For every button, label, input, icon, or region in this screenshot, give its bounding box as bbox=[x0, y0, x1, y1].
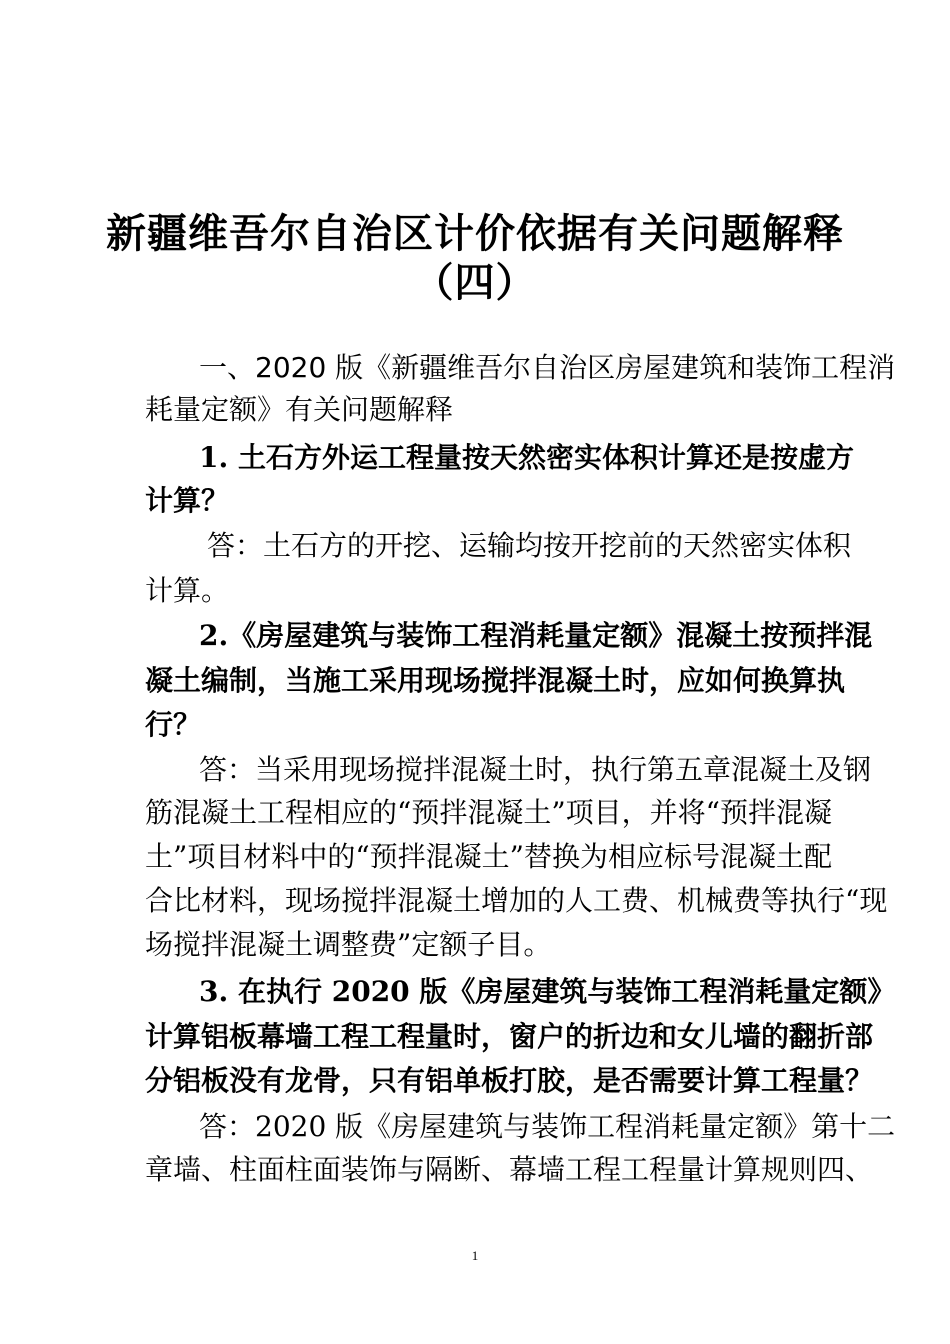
answer-2-line-5: 场搅拌混凝土调整费”定额子目。 bbox=[145, 928, 552, 961]
question-2-line-1: 2.《房屋建筑与装饰工程消耗量定额》混凝土按预拌混 bbox=[199, 619, 873, 652]
question-3-line-2: 计算铝板幕墙工程工程量时，窗户的折边和女儿墙的翻折部 bbox=[145, 1020, 874, 1053]
answer-3-line-1: 答：2020 版《房屋建筑与装饰工程消耗量定额》第十二 bbox=[199, 1110, 896, 1143]
answer-2-line-1: 答：当采用现场搅拌混凝土时，执行第五章混凝土及钢 bbox=[199, 753, 872, 786]
answer-1-line-2: 计算。 bbox=[145, 574, 230, 607]
section-heading-line-1: 一、2020 版《新疆维吾尔自治区房屋建筑和装饰工程消 bbox=[199, 351, 896, 384]
answer-2-line-3: 土”项目材料中的“预拌混凝土”替换为相应标号混凝土配 bbox=[145, 840, 832, 873]
document-title: 新疆维吾尔自治区计价依据有关问题解释 bbox=[106, 210, 844, 257]
section-heading-line-2: 耗量定额》有关问题解释 bbox=[145, 393, 454, 426]
question-2-line-2: 凝土编制，当施工采用现场搅拌混凝土时，应如何换算执 bbox=[145, 664, 846, 697]
page-number: 1 bbox=[471, 1248, 479, 1263]
question-1-line-2: 计算？ bbox=[145, 484, 230, 517]
answer-1-line-1: 答：土石方的开挖、运输均按开挖前的天然密实体积 bbox=[207, 529, 852, 562]
question-2-line-3: 行？ bbox=[145, 708, 202, 741]
question-3-line-1: 3. 在执行 2020 版《房屋建筑与装饰工程消耗量定额》 bbox=[199, 975, 896, 1008]
answer-3-line-2: 章墙、柱面柱面装饰与隔断、幕墙工程工程量计算规则四、 bbox=[145, 1153, 874, 1186]
question-3-line-3: 分铝板没有龙骨，只有铝单板打胶，是否需要计算工程量？ bbox=[145, 1064, 874, 1097]
question-1-line-1: 1. 土石方外运工程量按天然密实体积计算还是按虚方 bbox=[199, 441, 854, 474]
document-subtitle-number: （四） bbox=[413, 259, 537, 306]
answer-2-line-2: 筋混凝土工程相应的“预拌混凝土”项目，并将“预拌混凝 bbox=[145, 796, 832, 829]
answer-2-line-4: 合比材料，现场搅拌混凝土增加的人工费、机械费等执行“现 bbox=[145, 884, 888, 917]
